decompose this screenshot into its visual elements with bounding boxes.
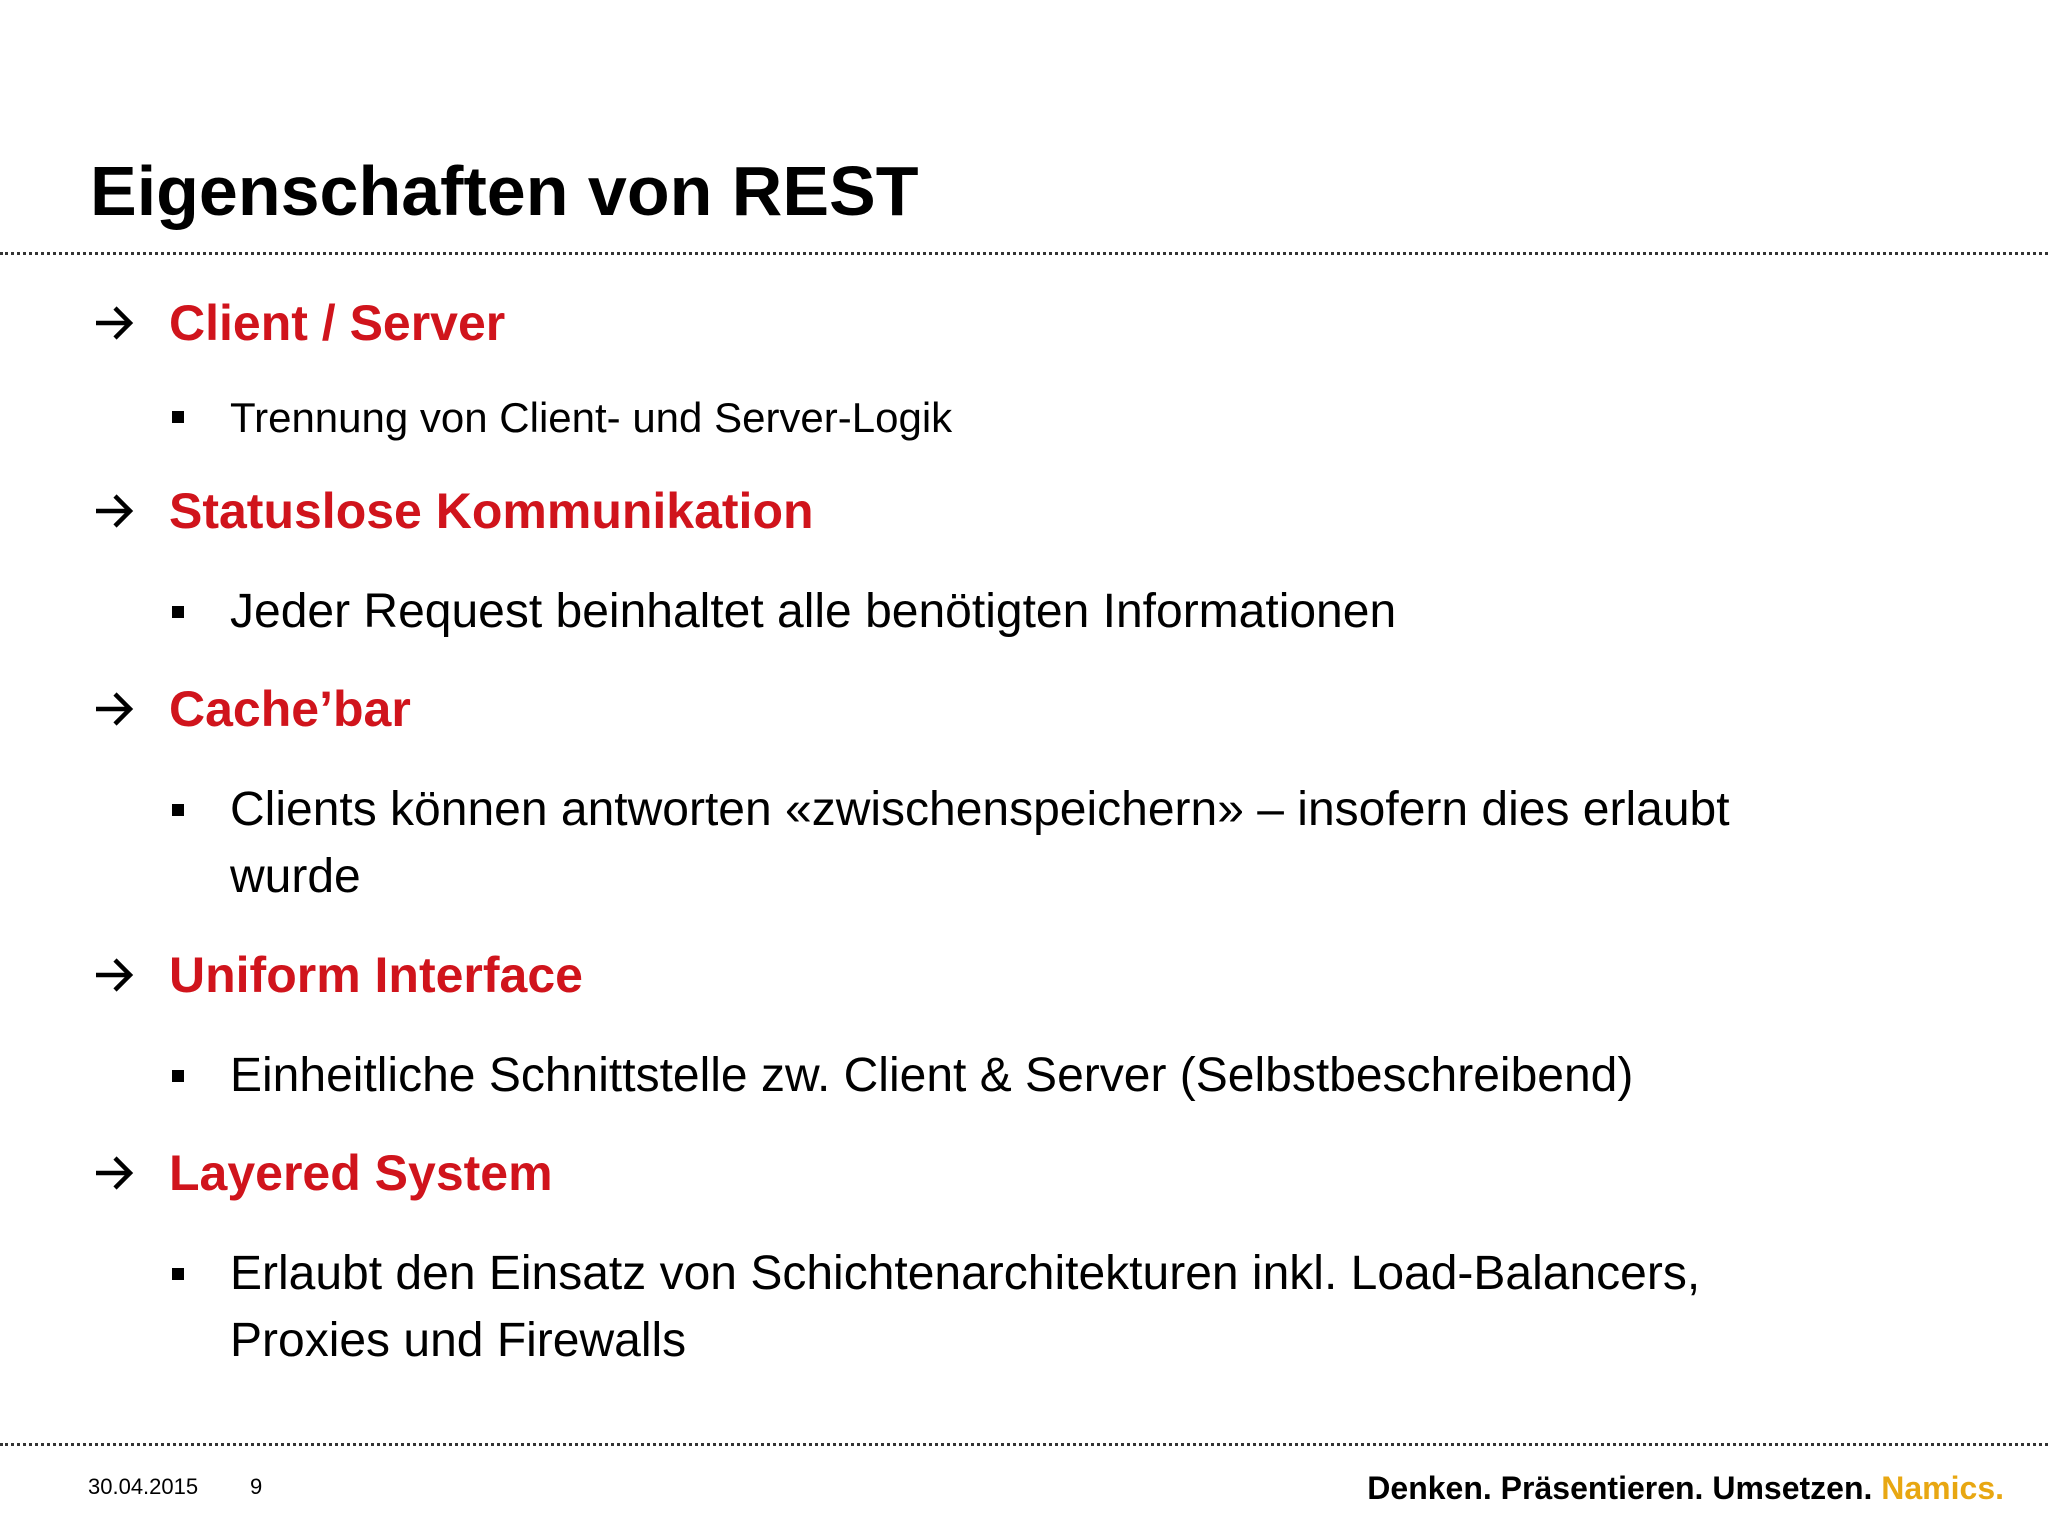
arrow-right-icon [90, 1143, 138, 1203]
section-heading-label: Uniform Interface [169, 947, 583, 1003]
brand-name: Namics. [1881, 1470, 2004, 1506]
bullet-text: Einheitliche Schnittstelle zw. Client & Server (Selbstbeschreibend) [230, 1049, 1634, 1102]
square-bullet-icon [172, 1268, 184, 1280]
footer-date: 30.04.2015 [88, 1474, 199, 1499]
footer-divider [0, 1443, 2048, 1446]
bullet-text: Erlaubt den Einsatz von Schichtenarchitekturen inkl. Load-Balancers, Proxies und Firewalls [230, 1247, 1701, 1367]
arrow-right-icon [90, 293, 138, 353]
arrow-right-icon [90, 481, 138, 541]
bullet-text: Jeder Request beinhaltet alle benötigten Informationen [230, 585, 1397, 638]
title-divider [0, 252, 2048, 255]
square-bullet-icon [172, 1070, 184, 1082]
footer-slogan: Denken. Präsentieren. Umsetzen. [1367, 1470, 1873, 1506]
section-heading-label: Layered System [169, 1145, 553, 1201]
square-bullet-icon [172, 804, 184, 816]
bullet-text: Trennung von Client- und Server-Logik [230, 394, 953, 441]
square-bullet-icon [172, 606, 184, 618]
section-heading-label: Statuslose Kommunikation [169, 483, 814, 539]
bullet-text: Clients können antworten «zwischenspeichern» – insofern dies erlaubt wurde [230, 783, 1730, 903]
page-number: 9 [250, 1474, 263, 1499]
section-heading-label: Cache’bar [169, 681, 411, 737]
section-heading-label: Client / Server [169, 295, 506, 351]
arrow-right-icon [90, 945, 138, 1005]
slide-title: Eigenschaften von REST [90, 152, 919, 230]
arrow-right-icon [90, 679, 138, 739]
square-bullet-icon [172, 411, 184, 423]
footer-slogan-line [1367, 1468, 2004, 1508]
